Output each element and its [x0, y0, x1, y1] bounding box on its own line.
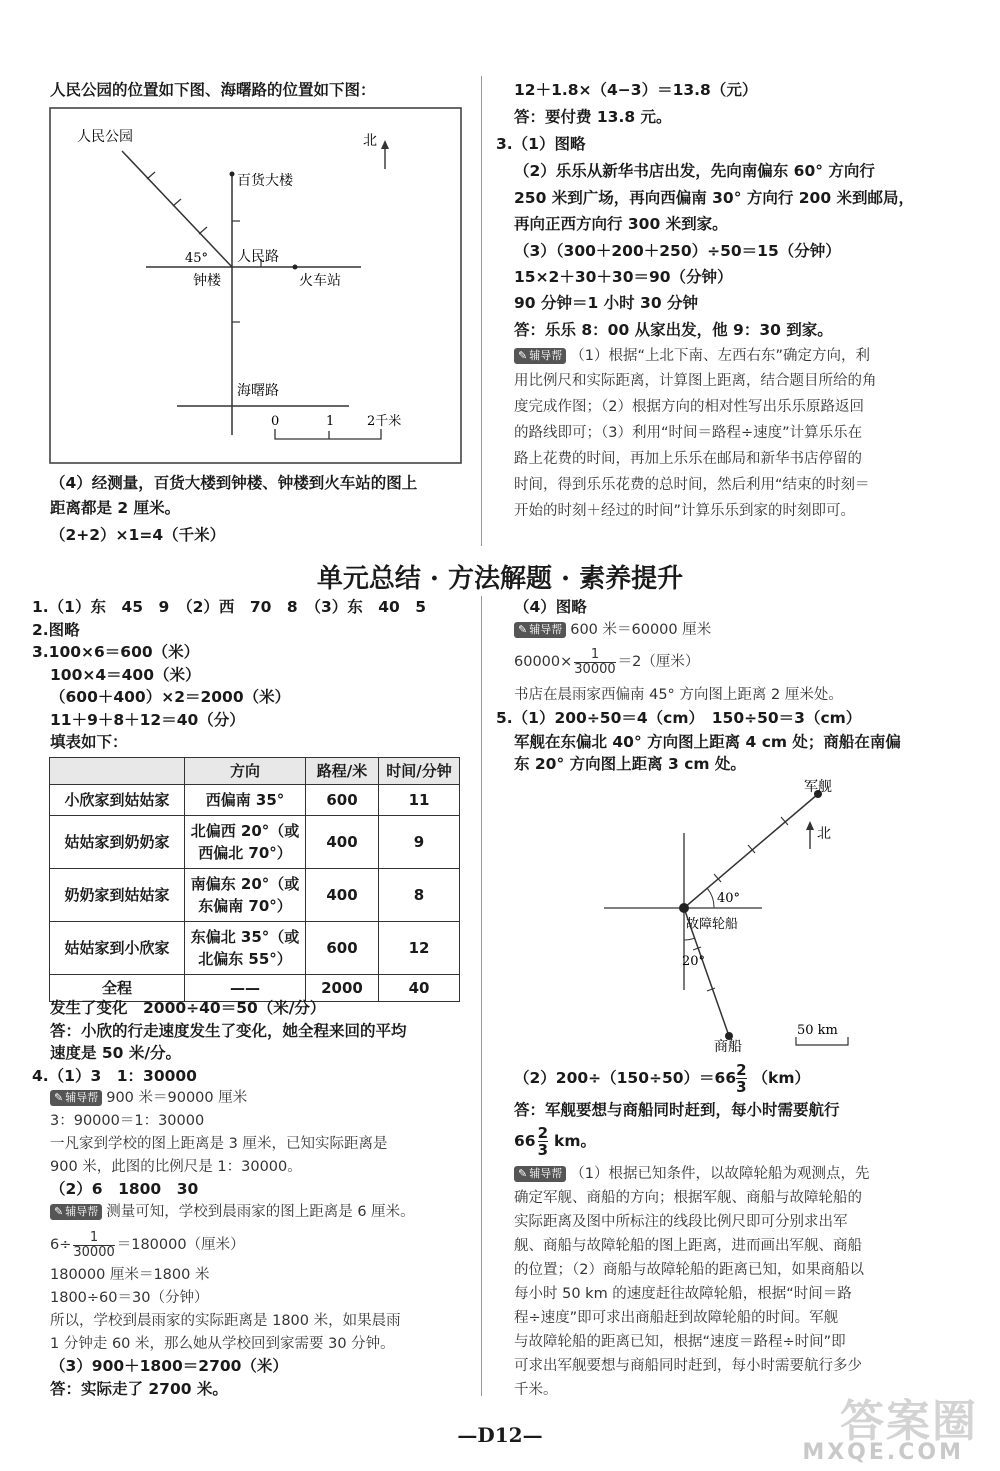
tr-l3: 3.（1）图略	[496, 135, 586, 153]
table-cell: 小欣家到姑姑家	[50, 785, 185, 816]
bl-l11: 4.（1）3 1：30000	[32, 1067, 197, 1085]
table-cell: 12	[379, 922, 460, 975]
bl-tip-line2: 3：90000＝1：30000	[50, 1113, 205, 1129]
table-row	[50, 816, 460, 869]
bl-l8: 发生了变化 2000÷40＝50（米/分）	[50, 999, 326, 1017]
q4-line3: （2+2）×1=4（千米）	[50, 526, 226, 544]
table-cell: 姑姑家到奶奶家	[50, 816, 185, 869]
tr-tip-line1: ✎ 辅导帮 （1）根据“上北下南、左西右东”确定方向，利	[514, 345, 870, 367]
watermark-url: MXQE.COM	[802, 1440, 964, 1465]
bl-tip-line6: 6÷ $\frac{1}{30000}$ ＝180000（厘米）	[50, 1229, 245, 1260]
q4-line2: 距离都是 2 厘米。	[50, 499, 181, 517]
bl-tip-line7: 180000 厘米＝1800 米	[50, 1267, 210, 1283]
bl-l2: 2.图略	[32, 621, 80, 639]
route-table	[49, 757, 460, 1002]
scale-1: 1	[326, 414, 335, 429]
br-tip-line6: 实际距离及图中所标注的线段比例尺即可分别求出军	[514, 1214, 848, 1230]
br-tip-line12: 可求出军舰要想与商船同时赶到，每小时需要航行多少	[514, 1358, 862, 1374]
tr-l2: 答：要付费 13.8 元。	[514, 108, 672, 126]
label-haishu-road: 海曙路	[237, 383, 279, 399]
label-warship: 军舰	[804, 779, 832, 795]
table-cell: 8	[379, 869, 460, 922]
bl-l9: 答：小欣的行走速度发生了变化，她全程来回的平均	[50, 1022, 407, 1040]
bl-l13: （3）900＋1800＝2700（米）	[50, 1357, 288, 1375]
tr-tip-line4: 的路线即可；（3）利用“时间＝路程÷速度”计算乐乐在	[514, 425, 863, 441]
br-tip-line7: 舰、商船与故障轮船的图上距离，进而画出军舰、商船	[514, 1238, 862, 1254]
tr-l4: （2）乐乐从新华书店出发，先向南偏东 60° 方向行	[514, 162, 875, 180]
q4-line1: （4）经测量，百货大楼到钟楼、钟楼到火车站的图上	[50, 474, 418, 492]
label-bell-tower: 钟楼	[193, 273, 221, 289]
tr-tip-line6: 时间，得到乐乐花费的总时间，然后利用“结束的时刻＝	[514, 477, 870, 493]
table-cell: 400	[306, 869, 379, 922]
tr-l5: 250 米到广场，再向西偏南 30° 方向行 200 米到邮局，	[514, 189, 915, 207]
bl-l10: 速度是 50 米/分。	[50, 1044, 182, 1062]
table-cell: 40	[379, 975, 460, 1002]
br-l7: 66 $\frac{2}{3}$ km。	[514, 1124, 596, 1159]
table-row	[50, 785, 460, 816]
br-tip-line3: 书店在晨雨家西偏南 45° 方向图上距离 2 厘米处。	[514, 687, 843, 703]
bl-l7: 填表如下：	[50, 733, 128, 751]
br-tip-line8: 的位置；（2）商船与故障轮船的距离已知，如果商船以	[514, 1262, 864, 1278]
br-l6: 答：军舰要想与商船同时赶到，每小时需要航行	[514, 1101, 840, 1119]
br-tip-line1: ✎ 辅导帮 600 米＝60000 厘米	[514, 619, 711, 641]
tip-badge: ✎ 辅导帮	[514, 348, 566, 364]
tip-badge: ✎ 辅导帮	[514, 1166, 566, 1182]
bl-l6: 11＋9＋8＋12＝40（分）	[50, 711, 245, 729]
bl-tip-line9: 所以，学校到晨雨家的实际距离是 1800 米，如果晨雨	[50, 1313, 401, 1329]
br-tip-line9: 每小时 50 km 的速度赶往故障轮船，根据“时间＝路	[514, 1286, 852, 1302]
bl-l14: 答：实际走了 2700 米。	[50, 1380, 228, 1398]
tr-l7: （3）（300＋200＋250）÷50＝15（分钟）	[514, 242, 841, 260]
bl-tip-line10: 1 分钟走 60 米，那么她从学校回到家需要 30 分钟。	[50, 1336, 395, 1352]
label-north: 北	[817, 826, 831, 842]
tr-l6: 再向正西方向行 300 米到家。	[514, 215, 728, 233]
tr-l1: 12＋1.8×（4−3）＝13.8（元）	[514, 81, 758, 99]
bl-l3: 3.100×6＝600（米）	[32, 643, 200, 661]
tip-badge: ✎ 辅导帮	[50, 1204, 102, 1220]
table-row	[50, 922, 460, 975]
table-cell: 9	[379, 816, 460, 869]
intro-text: 人民公园的位置如下图、海曙路的位置如下图：	[50, 81, 376, 99]
label-road: 人民路	[237, 249, 279, 265]
br-l5: （2）200÷（150÷50）＝66 $\frac{2}{3}$ （km）	[514, 1061, 811, 1096]
tr-tip-line5: 路上花费的时间，再加上乐乐在邮局和新华书店停留的	[514, 451, 862, 467]
br-l3: 军舰在东偏北 40° 方向图上距离 4 cm 处；商船在南偏	[514, 733, 901, 751]
tr-l10: 答：乐乐 8：00 从家出发，他 9：30 到家。	[514, 321, 833, 339]
br-tip-line11: 与故障轮船的距离已知，根据“速度＝路程÷时间”即	[514, 1334, 846, 1350]
watermark-logo: 答案圈	[840, 1396, 978, 1447]
br-tip-line2: 60000× $\frac{1}{30000}$ ＝2（厘米）	[514, 646, 700, 677]
column-divider-top	[481, 76, 482, 546]
table-cell: 600	[306, 922, 379, 975]
table-cell: 姑姑家到小欣家	[50, 922, 185, 975]
label-angle-20: 20°	[682, 954, 706, 969]
bl-tip-line5: ✎ 辅导帮 测量可知，学校到晨雨家的图上距离是 6 厘米。	[50, 1201, 415, 1223]
label-park: 人民公园	[77, 129, 133, 145]
bl-tip-line3: 一凡家到学校的图上距离是 3 厘米，已知实际距离是	[50, 1136, 388, 1152]
map-warship	[600, 775, 870, 1055]
column-divider-bottom	[481, 596, 482, 1396]
label-store: 百货大楼	[237, 173, 293, 189]
table-cell: 11	[379, 785, 460, 816]
table-cell: 600	[306, 785, 379, 816]
br-l2: 5.（1）200÷50＝4（cm） 150÷50＝3（cm）	[496, 709, 862, 727]
page-number: —D12—	[457, 1423, 543, 1447]
label-angle-40: 40°	[717, 891, 741, 906]
br-tip-line4: ✎ 辅导帮 （1）根据已知条件，以故障轮船为观测点，先	[514, 1163, 869, 1185]
tr-l9: 90 分钟＝1 小时 30 分钟	[514, 294, 699, 312]
br-tip-line10: 程÷速度”即可求出商船赶到故障轮船的时间。军舰	[514, 1310, 839, 1326]
table-cell: 400	[306, 816, 379, 869]
table-header	[50, 758, 185, 785]
table-cell: 2000	[306, 975, 379, 1002]
table-cell: 东偏北 35°（或 北偏东 55°）	[185, 922, 306, 975]
bl-l5: （600＋400）×2＝2000（米）	[50, 688, 291, 706]
tr-l8: 15×2＋30＋30＝90（分钟）	[514, 268, 733, 286]
bl-l1: 1.（1）东 45 9 （2）西 70 8 （3）东 40 5	[32, 598, 427, 616]
bl-l12: （2）6 1800 30	[50, 1180, 199, 1198]
table-row	[50, 869, 460, 922]
label-station: 火车站	[299, 273, 341, 289]
br-l4: 东 20° 方向图上距离 3 cm 处。	[514, 755, 746, 773]
section-title: 单元总结 · 方法解题 · 素养提升	[316, 564, 684, 594]
label-scale: 50 km	[797, 1023, 838, 1038]
br-tip-line5: 确定军舰、商船的方向；根据军舰、商船与故障轮船的	[514, 1190, 862, 1206]
bl-l4: 100×4＝400（米）	[50, 666, 201, 684]
scale-2: 2千米	[367, 414, 402, 429]
bl-tip-line8: 1800÷60＝30（分钟）	[50, 1290, 209, 1306]
tr-tip-line3: 度完成作图；（2）根据方向的相对性写出乐乐原路返回	[514, 399, 864, 415]
table-cell: 奶奶家到姑姑家	[50, 869, 185, 922]
br-tip-line13: 千米。	[514, 1382, 558, 1398]
label-broken-ship: 故障轮船	[686, 917, 739, 932]
table-cell: 西偏南 35°	[185, 785, 306, 816]
tip-badge: ✎ 辅导帮	[514, 622, 566, 638]
table-header-row	[50, 758, 460, 785]
label-angle-45: 45°	[185, 251, 209, 266]
bl-tip-line4: 900 米，此图的比例尺是 1：30000。	[50, 1159, 302, 1175]
tr-tip-line7: 开始的时刻＋经过的时间”计算乐乐到家的时刻即可。	[514, 503, 856, 519]
map-people-park	[49, 107, 463, 465]
table-header: 路程/米	[306, 758, 379, 785]
tr-tip-line2: 用比例尺和实际距离，计算图上距离，结合题目所给的角	[514, 373, 877, 389]
br-l1: （4）图略	[514, 598, 587, 616]
table-header: 方向	[185, 758, 306, 785]
table-cell: ——	[185, 975, 306, 1002]
table-cell: 全程	[50, 975, 185, 1002]
table-header: 时间/分钟	[379, 758, 460, 785]
label-merchant-ship: 商船	[714, 1039, 742, 1055]
table-cell: 北偏西 20°（或 西偏北 70°）	[185, 816, 306, 869]
table-cell: 南偏东 20°（或 东偏南 70°）	[185, 869, 306, 922]
label-north: 北	[363, 133, 377, 149]
tip-badge: ✎ 辅导帮	[50, 1090, 102, 1106]
scale-0: 0	[271, 414, 280, 429]
bl-tip-line1: ✎ 辅导帮 900 米＝90000 厘米	[50, 1087, 247, 1109]
